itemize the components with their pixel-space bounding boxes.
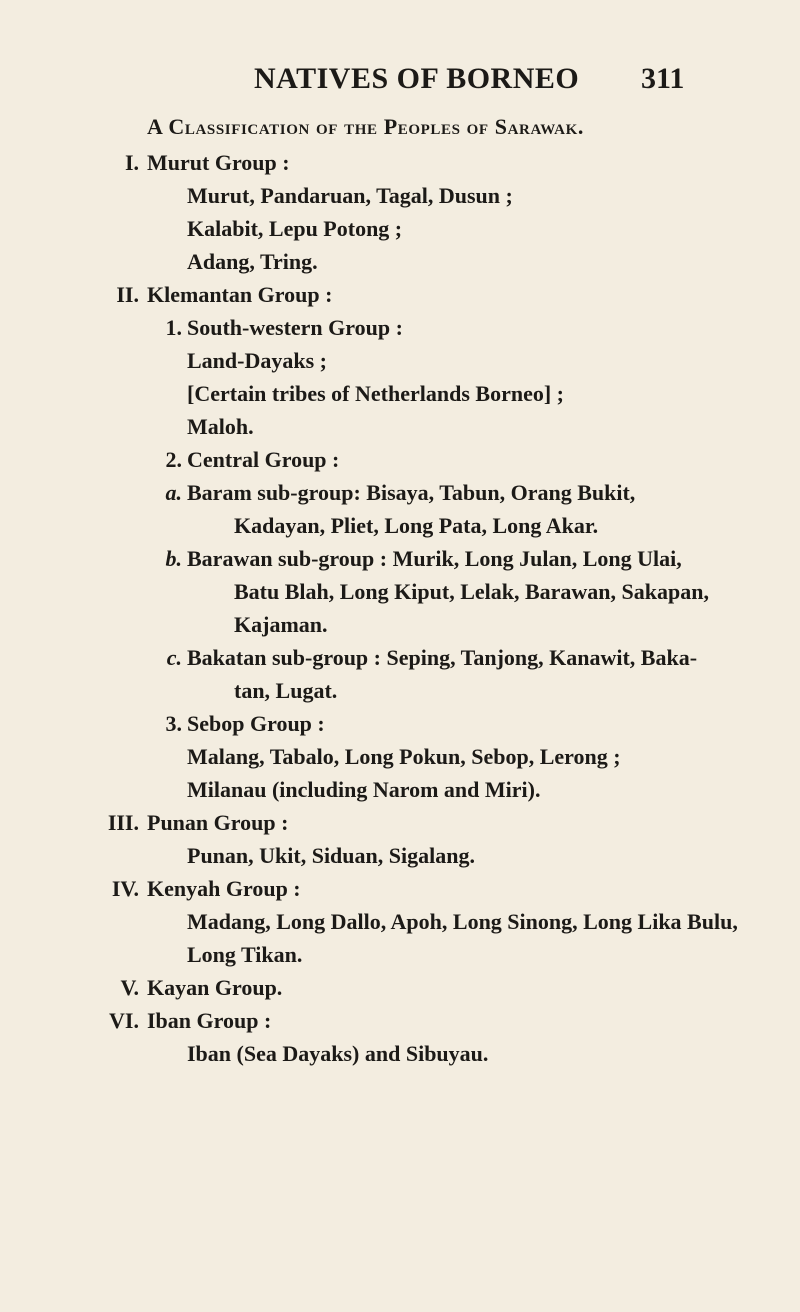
page-number: 311 (641, 62, 685, 95)
list-item-text: Kenyah Group : (147, 876, 301, 901)
list-item-text: Iban Group : (147, 1008, 272, 1033)
list-item-text: [Certain tribes of Netherlands Borneo] ; (187, 381, 564, 406)
list-item-number: 1. (165, 315, 182, 340)
list-item-text: Iban (Sea Dayaks) and Sibuyau. (187, 1041, 489, 1066)
list-item-number: I. (124, 150, 139, 175)
list-item-text: Central Group : (187, 447, 340, 472)
list-line (0, 245, 800, 278)
list-item-number: III. (107, 810, 139, 835)
list-line (0, 971, 800, 1004)
section-heading: A Classification of the Peoples of Sarawak. (147, 114, 584, 139)
list-item-number: c. (166, 645, 182, 670)
list-line (0, 278, 800, 311)
list-line (0, 377, 800, 410)
list-line (0, 575, 800, 608)
list-line (0, 179, 800, 212)
list-line (0, 1037, 800, 1070)
list-line (0, 938, 800, 971)
list-item-text: Kayan Group. (147, 975, 283, 1000)
list-line (0, 344, 800, 377)
list-item-text: Bakatan sub-group : Seping, Tanjong, Kanawit, Baka- (187, 645, 698, 670)
list-item-text: Sebop Group : (187, 711, 325, 736)
list-item-text: Kalabit, Lepu Potong ; (187, 216, 403, 241)
list-item-number: V. (120, 975, 139, 1000)
list-line (0, 311, 800, 344)
list-line (0, 740, 800, 773)
list-item-text: Malang, Tabalo, Long Pokun, Sebop, Lerong ; (187, 744, 621, 769)
list-line (0, 1004, 800, 1037)
list-line (0, 707, 800, 740)
list-item-text: Maloh. (187, 414, 254, 439)
list-item-text: Klemantan Group : (147, 282, 333, 307)
list-line (0, 773, 800, 806)
list-item-text: Batu Blah, Long Kiput, Lelak, Barawan, Sakapan, (234, 579, 709, 604)
list-item-text: Punan, Ukit, Siduan, Sigalang. (187, 843, 475, 868)
running-head (0, 62, 800, 98)
list-item-text: Barawan sub-group : Murik, Long Julan, Long Ulai, (187, 546, 682, 571)
list-item-text: Murut, Pandaruan, Tagal, Dusun ; (187, 183, 513, 208)
list-line (0, 212, 800, 245)
list-item-text: Punan Group : (147, 810, 289, 835)
list-item-text: Baram sub-group: Bisaya, Tabun, Orang Bukit, (187, 480, 636, 505)
list-line (0, 872, 800, 905)
list-item-number: a. (165, 480, 182, 505)
list-line (0, 608, 800, 641)
list-item-text: Land-Dayaks ; (187, 348, 327, 373)
list-item-number: II. (116, 282, 139, 307)
list-item-text: Murut Group : (147, 150, 290, 175)
list-item-number: b. (165, 546, 182, 571)
list-line (0, 443, 800, 476)
list-line (0, 905, 800, 938)
list-line (0, 146, 800, 179)
list-line (0, 476, 800, 509)
list-line (0, 542, 800, 575)
list-item-number: VI. (109, 1008, 139, 1033)
list-line (0, 806, 800, 839)
running-title: NATIVES OF BORNEO (254, 62, 580, 95)
list-item-text: Madang, Long Dallo, Apoh, Long Sinong, Long Lika Bulu, (187, 909, 738, 934)
list-item-text: tan, Lugat. (234, 678, 338, 703)
list-item-number: IV. (111, 876, 139, 901)
list-item-number: 3. (165, 711, 182, 736)
list-item-text: South-western Group : (187, 315, 403, 340)
list-item-number: 2. (165, 447, 182, 472)
list-line (0, 410, 800, 443)
list-line (0, 641, 800, 674)
list-item-text: Kajaman. (234, 612, 328, 637)
list-item-text: Milanau (including Narom and Miri). (187, 777, 541, 802)
list-line (0, 509, 800, 542)
list-line (0, 674, 800, 707)
classification-list (0, 146, 800, 1070)
list-item-text: Long Tikan. (187, 942, 303, 967)
list-item-text: Adang, Tring. (187, 249, 318, 274)
list-line (0, 839, 800, 872)
list-item-text: Kadayan, Pliet, Long Pata, Long Akar. (234, 513, 599, 538)
